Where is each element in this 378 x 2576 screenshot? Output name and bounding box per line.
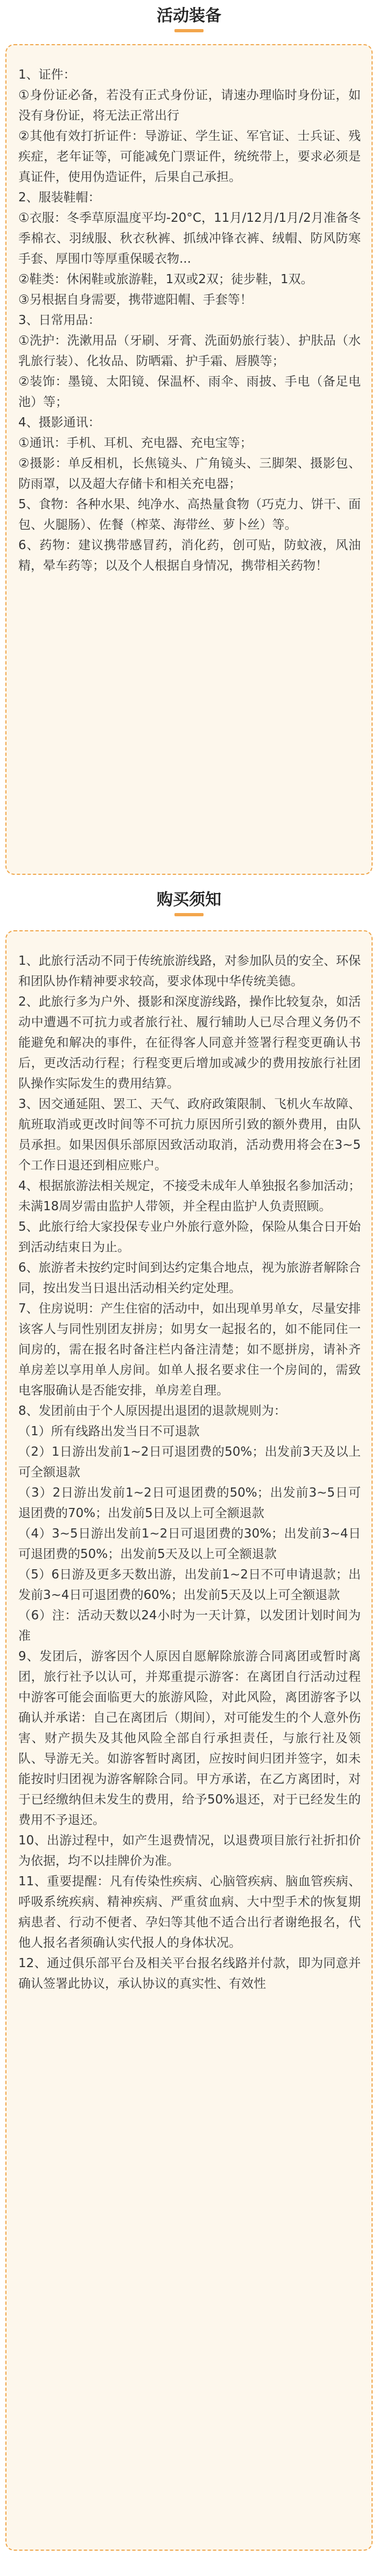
equipment-line: ①身份证必备，若没有正式身份证，请速办理临时身份证，如没有身份证，将无法正常出行 [18,88,361,123]
equipment-card [5,44,373,875]
equipment-line: ②鞋类：休闲鞋或旅游鞋，1双或2双；徒步鞋，1双。 [18,272,313,286]
notice-line: （6）注：活动天数以24小时为一天计算，以发团计划时间为准 [18,1609,361,1643]
equipment-line: ①洗护：洗漱用品（牙刷、牙膏、洗面奶旅行装）、护肤品（水乳旅行装）、化妆品、防晒霜、护手霜、唇膜等； [18,334,361,368]
notice-line: 1、此旅行活动不同于传统旅游线路，对参加队员的安全、环保和团队协作精神要求较高，要求体现中华传统美德。 [18,954,361,988]
equipment-line: 5、食物：各种水果、纯净水、高热量食物（巧克力、饼干、面包、火腿肠）、佐餐（榨菜、海带丝、萝卜丝）等。 [18,497,361,532]
notice-section-title [0,888,378,912]
notice-card [5,930,373,2551]
equipment-line: ②其他有效打折证件：导游证、学生证、军官证、士兵证、残疾症，老年证等，可能减免门票证件，统统带上，要求必须是真证件，使用伪造证件，后果自己承担。 [18,129,361,184]
notice-line: （3）2日游出发前1~2日可退团费的50%；出发前3~5日可退团费的70%；出发前5日及以上可全额退款 [18,1486,361,1520]
notice-section [0,888,378,2551]
equipment-line: 3、日常用品： [18,313,101,327]
equipment-line: 4、摄影通讯： [18,416,101,430]
notice-line: （1）所有线路出发当日不可退款 [18,1424,200,1438]
notice-line: 7、住房说明：产生住宿的活动中，如出现单男单女，尽量安排该客人与同性别团友拼房；如男女一起报名的，如不能同住一间房的，需在报名时备注栏内备注清楚；如不愿拼房，请补齐单房差以享用单人房间。如单人报名要求住一个房间的，需致电客服确认是否能安排，单房差自理。 [18,1302,361,1398]
notice-line: 3、因交通延阻、罢工、天气、政府政策限制、飞机火车故障、航班取消或更改时间等不可抗力原因所引致的额外费用，由队员承担。如果因俱乐部原因致活动取消，活动费用将会在3~5个工作日退还到相应账户。 [18,1097,361,1173]
notice-line: 6、旅游者未按约定时间到达约定集合地点，视为旅游者解除合同，按出发当日退出活动相关约定处理。 [18,1261,361,1295]
notice-line: 10、出游过程中，如产生退费情况，以退费项目旅行社折扣价为依据，均不以挂牌价为准。 [18,1834,361,1868]
title-underline [174,913,204,916]
notice-line: 11、重要提醒：凡有传染性疾病、心脑管疾病、脑血管疾病、呼吸系统疾病、精神疾病、严重贫血病、大中型手术的恢复期病患者、行动不便者、孕妇等其他不适合出行者谢绝报名，代他人报名者须确认实代报人的身体状况。 [18,1875,361,1950]
equipment-line: 6、药物：建议携带感冒药，消化药，创可贴，防蚊液，风油精，晕车药等；以及个人根据自身情况，携带相关药物！ [18,538,361,573]
equipment-line: ①通讯：手机、耳机、充电器、充电宝等； [18,436,253,450]
equipment-title-text: 活动装备 [157,6,221,25]
notice-line: 12、通过俱乐部平台及相关平台报名线路并付款，即为同意并确认签署此协议，承认协议的真实性、有效性 [18,1956,361,1991]
equipment-line: 1、证件： [18,68,76,82]
notice-line: 5、此旅行给大家投保专业户外旅行意外险，保险从集合日开始到活动结束日为止。 [18,1220,361,1254]
notice-line: 9、发团后，游客因个人原因自愿解除旅游合同离团或暂时离团，旅行社予以认可，并郑重提示游客：在离团自行活动过程中游客可能会面临更大的旅游风险，对此风险，离团游客予以确认并承诺：自己在离团后（期间），对可能发生的个人意外伤害、财产损失及其他风险全部自行承担责任，与旅行社及领队、导游无关。如游客暂时离团，应按时间归团并签字，如未能按时归团视为游客解除合同。甲方承诺，在乙方离团时，对于已经缴纳但未发生的费用，给予50%退还，对于已经发生的费用不予退还。 [18,1650,361,1827]
notice-line: 8、发团前由于个人原因提出退团的退款规则为： [18,1404,286,1418]
equipment-section-title [0,4,378,28]
notice-line: 2、此旅行多为户外、摄影和深度游线路，操作比较复杂，如活动中遭遇不可抗力或者旅行社、履行辅助人已尽合理义务仍不能避免和解决的事件，在征得客人同意并签署行程变更确认书后，更改活动行程；行程变更后增加或减少的费用按旅行社团队操作实际发生的费用结算。 [18,995,361,1091]
equipment-line: ②摄影：单反相机，长焦镜头、广角镜头、三脚架、摄影包、防雨罩，以及超大存储卡和相关充电器； [18,457,361,491]
notice-line: （2）1日游出发前1~2日可退团费的50%；出发前3天及以上可全额退款 [18,1445,361,1479]
equipment-line: ①衣服：冬季草原温度平均-20°C，11月/12月/1月/2月准备冬季棉衣、羽绒服、秋衣秋裤、抓绒冲锋衣裤、绒帽、防风防寒手套、厚围巾等厚重保暖衣物... [18,211,361,266]
notice-line: （5）6日游及更多天数出游，出发前1~2日不可申请退款；出发前3~4日可退团费的60%；出发前5天及以上可全额退款 [18,1568,361,1602]
title-underline [174,29,204,32]
equipment-section [0,0,378,875]
notice-line: （4）3~5日游出发前1~2日可退团费的30%；出发前3~4日可退团费的50%；出发前5天及以上可全额退款 [18,1527,361,1561]
equipment-line: ③另根据自身需要，携带遮阳帽、手套等！ [18,293,253,307]
equipment-line: 2、服装鞋帽： [18,191,101,205]
equipment-line: ②装饰：墨镜、太阳镜、保温杯、雨伞、雨披、手电（备足电池）等； [18,375,361,409]
notice-line: 4、根据旅游法相关规定，不接受未成年人单独报名参加活动；未满18周岁需由监护人带领，并全程由监护人负责照顾。 [18,1179,361,1213]
notice-title-text: 购买须知 [157,890,221,909]
